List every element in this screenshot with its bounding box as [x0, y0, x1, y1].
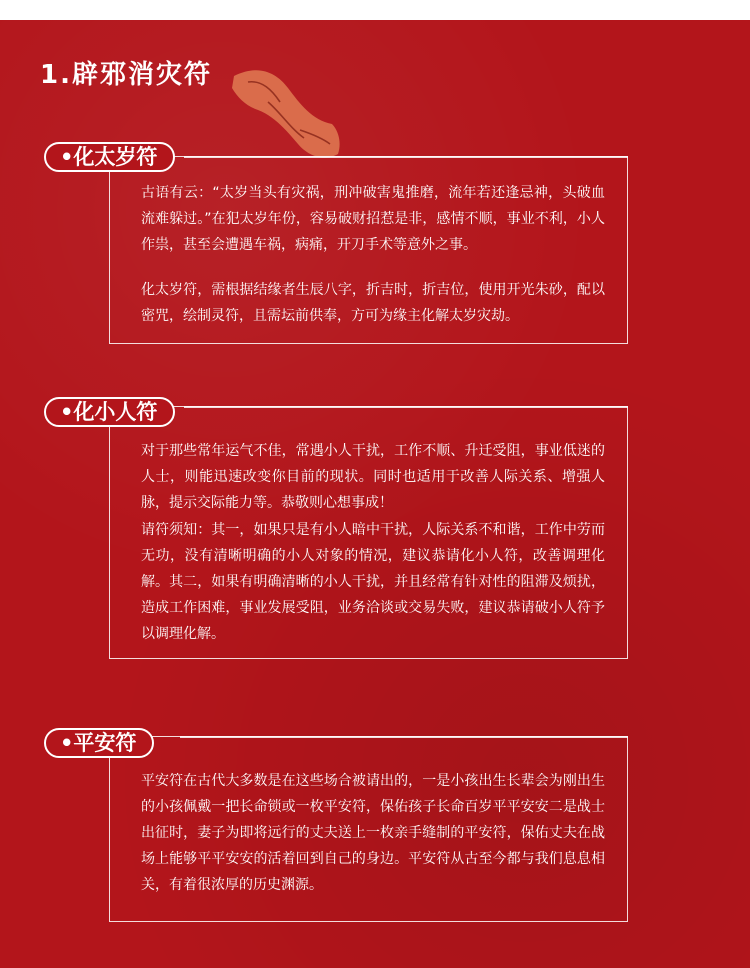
section-1-paragraph-2: 化太岁符，需根据结缘者生辰八字，折吉时，折吉位，使用开光朱砂，配以密咒，绘制灵符，且需坛前供奉，方可为缘主化解太岁灾劫。 [141, 282, 605, 324]
page-heading: 1.辟邪消灾符 [40, 60, 212, 90]
section-1-title: •化太岁符 [44, 142, 175, 172]
section-2-paragraph-2: 请符须知：其一，如果只是有小人暗中干扰，人际关系不和谐，工作中劳而无功，没有清晰明确的小人对象的情况，建议恭请化小人符，改善调理化解。其二，如果有明确清晰的小人干扰，并且经常有针对性的阻滞及烦扰，造成工作困难，事业发展受阻，业务洽谈或交易失败，建议恭请破小人符予以调理化解。 [141, 522, 605, 642]
section-1-title-line [184, 156, 628, 158]
section-2-title: •化小人符 [44, 397, 175, 427]
section-3-paragraph-1: 平安符在古代大多数是在这些场合被请出的，一是小孩出生长辈会为刚出生的小孩佩戴一把长命锁或一枚平安符，保佑孩子长命百岁平平安安二是战士出征时，妻子为即将远行的丈夫送上一枚亲手缝制的平安符，保佑丈夫在战场上能够平平安安的活着回到自己的身边。平安符从古至今都与我们息息相关，有着很浓厚的历史渊源。 [141, 773, 605, 893]
red-background [0, 20, 750, 968]
section-1-paragraph-1: 古语有云：“太岁当头有灾祸，刑冲破害鬼推磨，流年若还逢忌神，头破血流难躲过。”在犯太岁年份，容易破财招惹是非，感情不顺，事业不利，小人作祟，甚至会遭遇车祸，病痛，开刀手术等意外之事。 [141, 185, 605, 253]
paper-talisman-scroll-icon [228, 58, 348, 168]
section-3-title-line [180, 736, 628, 738]
section-2-paragraph-1: 对于那些常年运气不佳，常遇小人干扰，工作不顺、升迁受阻，事业低迷的人士，则能迅速改变你目前的现状。同时也适用于改善人际关系、增强人脉，提示交际能力等。恭敬则心想事成！ [141, 443, 605, 511]
section-3-title: •平安符 [44, 728, 154, 758]
section-2-title-line [184, 406, 628, 408]
